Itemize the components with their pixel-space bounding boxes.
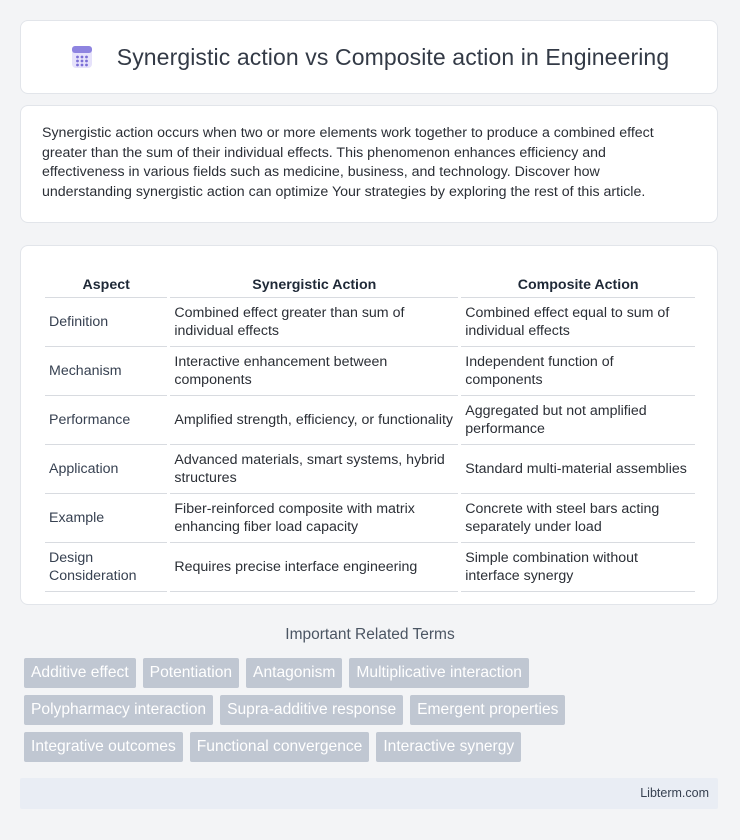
footer (20, 778, 718, 809)
cell-synergistic: Amplified strength, efficiency, or functionality (170, 396, 458, 445)
cell-synergistic: Advanced materials, smart systems, hybrid structures (170, 445, 458, 494)
tag-link[interactable]: Additive effect (24, 658, 136, 688)
cell-composite: Simple combination without interface synergy (461, 543, 695, 592)
table-row (45, 396, 695, 445)
cell-aspect: Performance (45, 396, 167, 445)
tag-row (24, 658, 724, 688)
cell-synergistic: Combined effect greater than sum of individual effects (170, 298, 458, 347)
cell-synergistic: Requires precise interface engineering (170, 543, 458, 592)
intro-card (20, 105, 718, 223)
tag-link[interactable]: Potentiation (143, 658, 239, 688)
cell-aspect: Definition (45, 298, 167, 347)
cell-composite: Standard multi-material assemblies (461, 445, 695, 494)
tag-link[interactable]: Multiplicative interaction (349, 658, 529, 688)
cell-composite: Aggregated but not amplified performance (461, 396, 695, 445)
table-row (45, 494, 695, 543)
cell-aspect: Design Consideration (45, 543, 167, 592)
header-aspect: Aspect (45, 265, 167, 298)
title-card (20, 20, 718, 94)
page-title: Synergistic action vs Composite action in Engineering (116, 43, 670, 70)
table-row (45, 347, 695, 396)
cell-synergistic: Interactive enhancement between components (170, 347, 458, 396)
tag-link[interactable]: Functional convergence (190, 732, 370, 762)
cell-aspect: Mechanism (45, 347, 167, 396)
comparison-card (20, 245, 718, 605)
footer-site-link[interactable]: Libterm.com (640, 786, 709, 800)
tag-link[interactable]: Emergent properties (410, 695, 565, 725)
cell-synergistic: Fiber-reinforced composite with matrix enhancing fiber load capacity (170, 494, 458, 543)
table-row (45, 445, 695, 494)
tag-row (24, 695, 724, 725)
calculator-icon (69, 44, 95, 70)
table-row (45, 543, 695, 592)
header-composite: Composite Action (461, 265, 695, 298)
tag-row (24, 732, 724, 762)
header-synergistic: Synergistic Action (170, 265, 458, 298)
cell-composite: Combined effect equal to sum of individual effects (461, 298, 695, 347)
cell-aspect: Application (45, 445, 167, 494)
cell-composite: Independent function of components (461, 347, 695, 396)
table-row (45, 298, 695, 347)
intro-paragraph: Synergistic action occurs when two or more elements work together to produce a combined effect greater than the sum of their individual effects. This phenomenon enhances efficiency and effectiveness in various fields such as medicine, business, and technology. Discover how understanding synergistic action can optimize Your strategies by exploring the rest of this article. (42, 125, 654, 200)
cell-aspect: Example (45, 494, 167, 543)
cell-composite: Concrete with steel bars acting separately under load (461, 494, 695, 543)
comparison-table (42, 265, 698, 592)
table-header-row (45, 265, 695, 298)
tag-link[interactable]: Interactive synergy (376, 732, 521, 762)
tag-link[interactable]: Integrative outcomes (24, 732, 183, 762)
tag-link[interactable]: Polypharmacy interaction (24, 695, 213, 725)
tag-link[interactable]: Antagonism (246, 658, 342, 688)
related-terms-title: Important Related Terms (285, 626, 455, 643)
related-terms (24, 658, 724, 769)
tag-link[interactable]: Supra-additive response (220, 695, 403, 725)
title-wrap (69, 44, 669, 71)
